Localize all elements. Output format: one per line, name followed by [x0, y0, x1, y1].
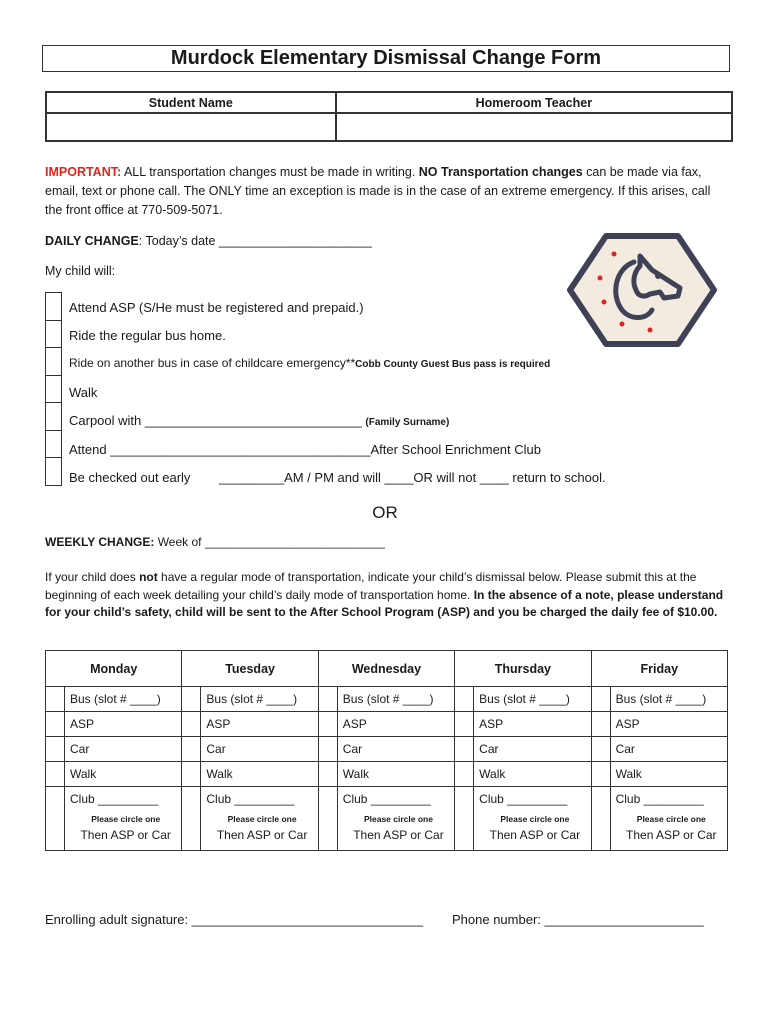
checkbox-carpool[interactable] [45, 402, 62, 430]
horse-head-hexagon-icon [566, 232, 718, 348]
student-name-header: Student Name [46, 92, 336, 113]
day-header-wednesday: Wednesday [318, 651, 454, 687]
or-divider: OR [372, 503, 398, 522]
day-header-monday: Monday [46, 651, 182, 687]
daily-change-line: DAILY CHANGE: Today’s date ______________________ [45, 234, 372, 248]
option-walk: Walk [69, 385, 98, 400]
table-row: Walk Walk Walk Walk Walk [46, 762, 728, 787]
phone-number-line[interactable]: Phone number: ______________________ [452, 912, 704, 927]
weekly-schedule-table [45, 650, 728, 851]
weekly-instructions: If your child does not have a regular mode of transportation, indicate your child’s dismissal below. Please submit this at the beginning of each week detailing your child’s daily mode of transportation home. In the absence of a note, please understand for your child’s safety, child will be sent to the After School Program (ASP) and you be charged the daily fee of $10.00. [45, 570, 724, 619]
checkbox-walk[interactable] [45, 375, 62, 403]
table-row: Car Car Car Car Car [46, 737, 728, 762]
option-attend-asp: Attend ASP (S/He must be registered and prepaid.) [69, 300, 364, 315]
student-info-table [45, 91, 733, 142]
club-cell-tuesday: Club _________ Please circle one Then ASP or Car [201, 787, 318, 851]
day-header-thursday: Thursday [455, 651, 591, 687]
checkbox-enrichment-club[interactable] [45, 430, 62, 458]
signature-line[interactable]: Enrolling adult signature: ________________________________ [45, 912, 424, 927]
checkbox-regular-bus[interactable] [45, 320, 62, 348]
club-cell-thursday: Club _________ Please circle one Then ASP or Car [474, 787, 591, 851]
table-row: ASP ASP ASP ASP ASP [46, 712, 728, 737]
option-carpool: Carpool with ______________________________ (Family Surname) [69, 413, 450, 428]
important-label: IMPORTANT: [45, 165, 122, 179]
checkbox-attend-asp[interactable] [45, 292, 62, 320]
option-another-bus: Ride on another bus in case of childcare emergency**Cobb County Guest Bus pass is required [69, 356, 551, 370]
student-name-field[interactable] [46, 113, 336, 141]
option-regular-bus: Ride the regular bus home. [69, 328, 226, 343]
table-row: Bus (slot # ____) Bus (slot # ____) Bus (slot # ____) Bus (slot # ____) Bus (slot # ____) [46, 687, 728, 712]
checkbox-checked-out-early[interactable] [45, 457, 62, 486]
homeroom-teacher-header: Homeroom Teacher [336, 92, 732, 113]
form-title: Murdock Elementary Dismissal Change Form [42, 45, 730, 72]
weekly-change-line: WEEKLY CHANGE: Week of ___________________________ [45, 535, 386, 549]
option-checked-out-early: Be checked out early [69, 470, 191, 485]
checkbox-column [45, 292, 62, 486]
guest-bus-note: Cobb County Guest Bus pass is required [355, 359, 551, 370]
club-cell-monday: Club _________ Please circle one Then ASP or Car [65, 787, 182, 851]
family-surname-note: (Family Surname) [365, 417, 450, 428]
day-header-tuesday: Tuesday [182, 651, 318, 687]
club-cell-wednesday: Club _________ Please circle one Then ASP or Car [337, 787, 454, 851]
important-notice: IMPORTANT: ALL transportation changes must be made in writing. NO Transportation changes can be made via fax, email, text or phone call. The ONLY time an exception is made is in the case of an extreme emergency. If this arises, call the front office at 770-509-5071. [45, 165, 711, 217]
checkout-time-line: _________AM / PM and will ____OR will not ____ return to school. [219, 470, 606, 485]
option-enrichment-club: Attend ____________________________________After School Enrichment Club [69, 442, 541, 457]
no-transportation-bold: NO Transportation changes [418, 165, 583, 179]
my-child-label: My child will: [45, 264, 116, 278]
checkbox-another-bus[interactable] [45, 347, 62, 375]
club-cell-friday: Club _________ Please circle one Then ASP or Car [610, 787, 727, 851]
homeroom-teacher-field[interactable] [336, 113, 732, 141]
table-row [46, 787, 728, 851]
day-header-friday: Friday [591, 651, 727, 687]
